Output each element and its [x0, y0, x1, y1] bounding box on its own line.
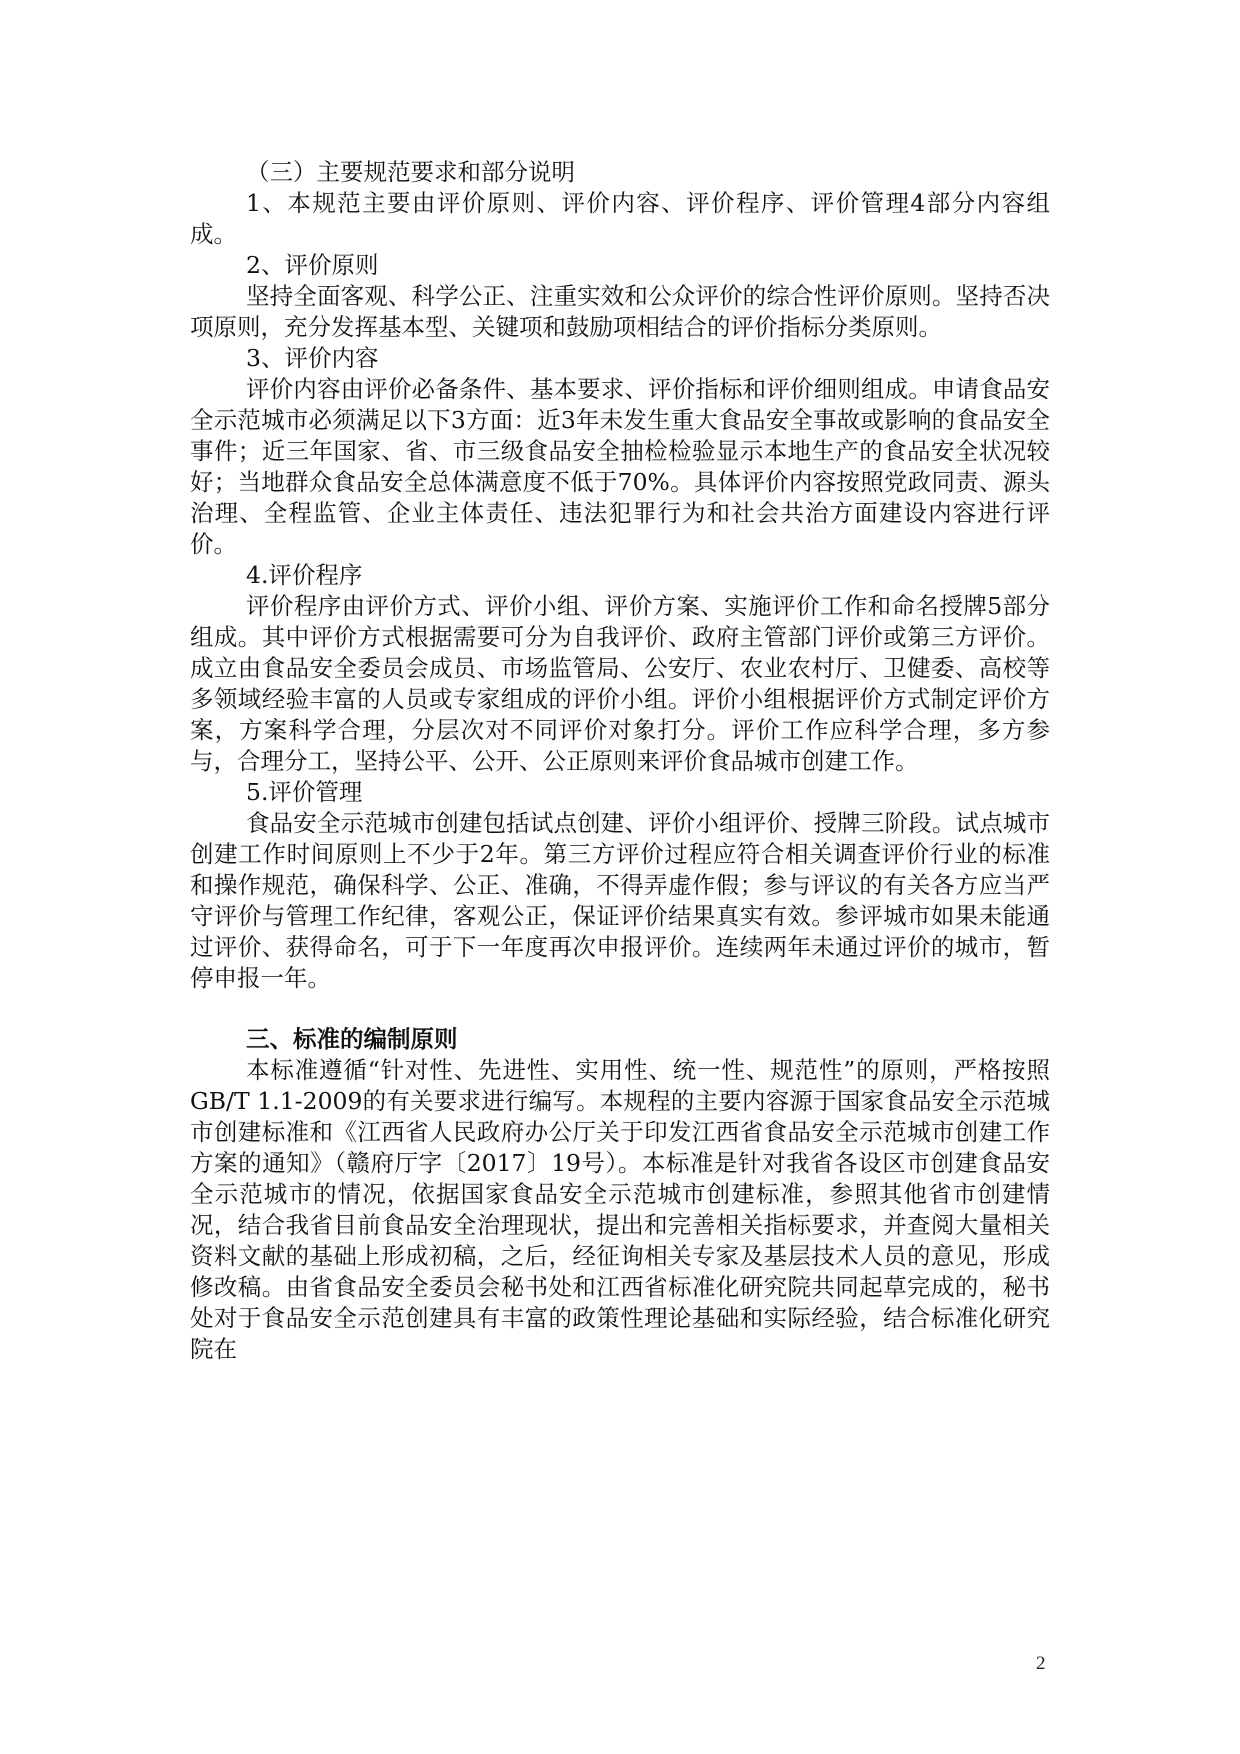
section-heading: 三、标准的编制原则 [246, 1025, 458, 1053]
subsection-heading: （三）主要规范要求和部分说明 [246, 158, 575, 186]
paragraph: 评价内容由评价必备条件、基本要求、评价指标和评价细则组成。申请食品安全示范城市必须满足以下3方面：近3年未发生重大食品安全事故或影响的食品安全事件；近三年国家、省、市三级食品安全抽检检验显示本地生产的食品安全状况较好；当地群众食品安全总体满意度不低于70%。具体评价内容按照党政同责、源头治理、全程监管、企业主体责任、违法犯罪行为和社会共治方面建设内容进行评价。 [190, 375, 1050, 558]
document-body [190, 157, 1050, 1365]
item-heading: 2、评价原则 [246, 251, 379, 279]
paragraph: 坚持全面客观、科学公正、注重实效和公众评价的综合性评价原则。坚持否决项原则，充分发挥基本型、关键项和鼓励项相结合的评价指标分类原则。 [190, 282, 1050, 341]
paragraph: 食品安全示范城市创建包括试点创建、评价小组评价、授牌三阶段。试点城市创建工作时间原则上不少于2年。第三方评价过程应符合相关调查评价行业的标准和操作规范，确保科学、公正、准确，不得弄虚作假；参与评议的有关各方应当严守评价与管理工作纪律，客观公正，保证评价结果真实有效。参评城市如果未能通过评价、获得命名，可于下一年度再次申报评价。连续两年未通过评价的城市，暂停申报一年。 [190, 809, 1050, 992]
paragraph: 1、本规范主要由评价原则、评价内容、评价程序、评价管理4部分内容组成。 [190, 189, 1050, 248]
paragraph: 本标准遵循“针对性、先进性、实用性、统一性、规范性”的原则，严格按照GB/T 1.1-2009的有关要求进行编写。本规程的主要内容源于国家食品安全示范城市创建标准和《江西省人民政府办公厅关于印发江西省食品安全示范城市创建工作方案的通知》（赣府厅字〔2017〕19号）。本标准是针对我省各设区市创建食品安全示范城市的情况，依据国家食品安全示范城市创建标准，参照其他省市创建情况，结合我省目前食品安全治理现状，提出和完善相关指标要求，并查阅大量相关资料文献的基础上形成初稿，之后，经征询相关专家及基层技术人员的意见，形成修改稿。由省食品安全委员会秘书处和江西省标准化研究院共同起草完成的，秘书处对于食品安全示范创建具有丰富的政策性理论基础和实际经验，结合标准化研究院在 [190, 1056, 1050, 1363]
paragraph: 评价程序由评价方式、评价小组、评价方案、实施评价工作和命名授牌5部分组成。其中评价方式根据需要可分为自我评价、政府主管部门评价或第三方评价。成立由食品安全委员会成员、市场监管局、公安厅、农业农村厅、卫健委、高校等多领域经验丰富的人员或专家组成的评价小组。评价小组根据评价方式制定评价方案，方案科学合理，分层次对不同评价对象打分。评价工作应科学合理，多方参与，合理分工，坚持公平、公开、公正原则来评价食品城市创建工作。 [190, 592, 1050, 775]
page-number: 2 [1036, 1653, 1046, 1674]
item-heading: 5.评价管理 [246, 778, 363, 806]
item-heading: 4.评价程序 [246, 561, 363, 589]
item-heading: 3、评价内容 [246, 344, 379, 372]
